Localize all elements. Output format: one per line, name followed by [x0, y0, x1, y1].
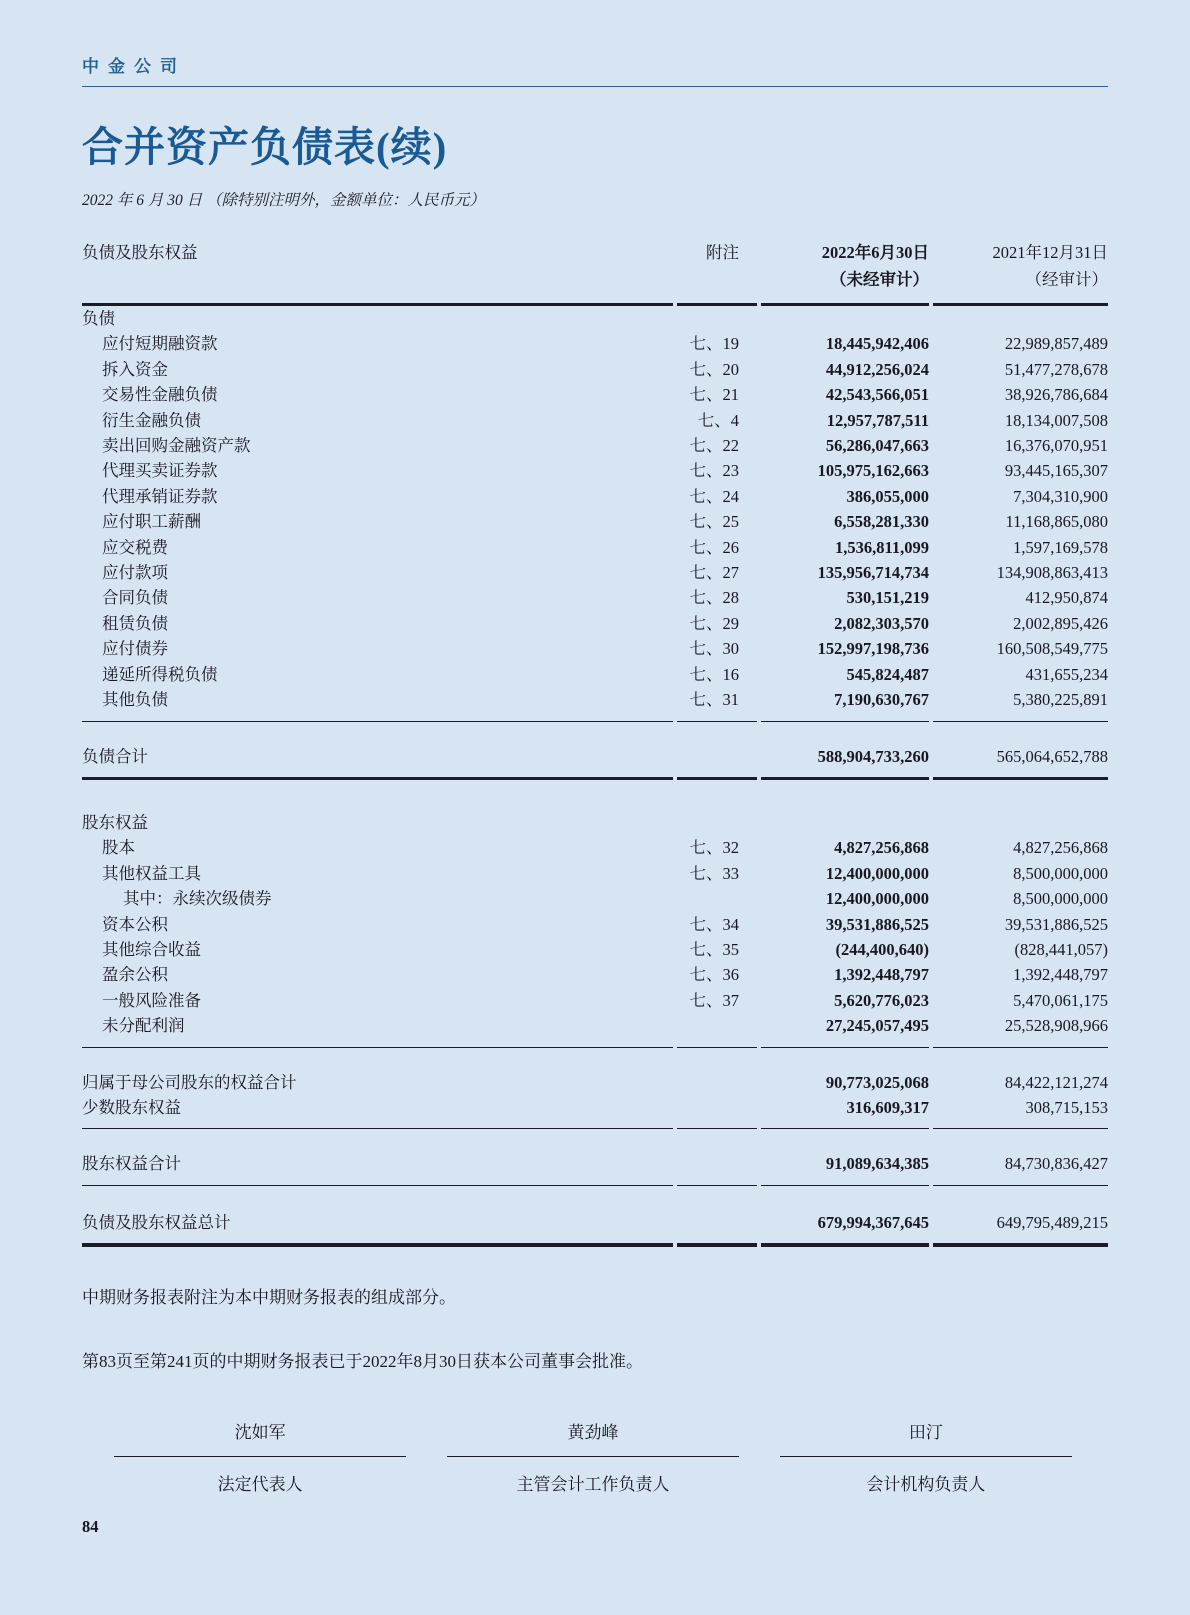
- signature-column: [780, 1418, 1072, 1495]
- row-value-2021: 160,508,549,775: [996, 639, 1108, 659]
- signatory-name: 田汀: [908, 1423, 943, 1443]
- rule-segment: [82, 1243, 673, 1247]
- signatory-role: 会计机构负责人: [866, 1475, 986, 1495]
- row-label: 负债及股东权益总计: [82, 1212, 231, 1232]
- rule-segment: [677, 1047, 757, 1048]
- table-row: [82, 962, 1108, 987]
- row-note: 七、37: [689, 990, 739, 1010]
- page-number: 84: [82, 1517, 99, 1536]
- row-value-2021: 1,597,169,578: [1013, 537, 1108, 557]
- row-note: 七、19: [689, 334, 739, 354]
- row-value-2021: 84,422,121,274: [1004, 1072, 1108, 1092]
- row-value-2022: 56,286,047,663: [825, 436, 929, 456]
- table-row: [82, 408, 1108, 433]
- rule-segment: [677, 1185, 757, 1186]
- row-value-2021: 38,926,786,684: [1004, 385, 1108, 405]
- row-note: 七、20: [689, 359, 739, 379]
- signature-line: [114, 1456, 406, 1457]
- signature-block: [82, 1418, 1108, 1495]
- row-label: 归属于母公司股东的权益合计: [82, 1072, 297, 1092]
- row-label: 代理承销证券款: [102, 486, 218, 506]
- row-value-2022: 12,957,787,511: [826, 410, 929, 430]
- row-value-2021: 84,730,836,427: [1004, 1154, 1108, 1174]
- rule-segment: [933, 721, 1108, 722]
- row-value-2022: 679,994,367,645: [817, 1212, 929, 1232]
- row-note: 七、26: [689, 537, 739, 557]
- table-row: [82, 585, 1108, 610]
- row-value-2021: 308,715,153: [1025, 1097, 1108, 1117]
- table-rule: [82, 1128, 1108, 1129]
- row-label: 应付短期融资款: [102, 334, 218, 354]
- signature-column: [447, 1418, 739, 1495]
- row-value-2021: 2,002,895,426: [1013, 613, 1108, 633]
- row-note: [677, 306, 757, 331]
- row-value-2021: 412,950,874: [1025, 588, 1108, 608]
- signatory-role: 法定代表人: [217, 1475, 303, 1495]
- row-label: 未分配利润: [102, 1016, 185, 1036]
- rule-segment: [677, 1243, 757, 1247]
- row-label: 负债: [82, 309, 115, 328]
- table-body: [82, 306, 1108, 1247]
- row-value-2021: 5,470,061,175: [1013, 990, 1108, 1010]
- row-value-2021: [933, 306, 1108, 331]
- row-value-2022: (244,400,640): [835, 939, 929, 959]
- row-value-2022: 105,975,162,663: [817, 461, 929, 481]
- row-label: 应付债券: [102, 639, 168, 659]
- row-note: 七、27: [689, 563, 739, 583]
- column-header-note: 附注: [706, 243, 739, 262]
- row-value-2022: [761, 810, 929, 835]
- rule-segment: [761, 1128, 929, 1129]
- table-rule: [82, 721, 1108, 722]
- rule-segment: [761, 1185, 929, 1186]
- table-row: [82, 744, 1108, 769]
- row-value-2021: 8,500,000,000: [1013, 863, 1108, 883]
- row-label: 卖出回购金融资产款: [102, 436, 251, 456]
- table-row: [82, 357, 1108, 382]
- signature-line: [447, 1456, 739, 1457]
- table-rule: [82, 777, 1108, 780]
- row-value-2021: 7,304,310,900: [1013, 486, 1108, 506]
- row-label: 其中：永续次级债券: [123, 889, 272, 909]
- table-row: [82, 1070, 1108, 1095]
- row-note: [677, 1210, 757, 1235]
- signatory-name: 黄劲峰: [567, 1423, 619, 1443]
- row-note: 七、29: [689, 613, 739, 633]
- row-value-2021: 1,392,448,797: [1013, 965, 1108, 985]
- row-note: [677, 810, 757, 835]
- rule-segment: [761, 1243, 929, 1247]
- signature-column: [114, 1418, 406, 1495]
- row-value-2022: 12,400,000,000: [825, 889, 929, 909]
- row-value-2022: 386,055,000: [846, 486, 929, 506]
- row-label: 合同负债: [102, 588, 168, 608]
- table-row: [82, 331, 1108, 356]
- row-value-2022: 152,997,198,736: [817, 639, 929, 659]
- row-label: 股东权益: [82, 812, 148, 832]
- table-row: [82, 1210, 1108, 1235]
- row-value-2022: 4,827,256,868: [834, 838, 929, 858]
- column-header-2022: 2022年6月30日 （未经审计）: [821, 243, 929, 289]
- row-label: 应交税费: [102, 537, 168, 557]
- row-label: 租赁负债: [102, 613, 168, 633]
- row-value-2021: 22,989,857,489: [1004, 334, 1108, 354]
- row-value-2022: 545,824,487: [846, 664, 929, 684]
- row-value-2022: 1,392,448,797: [834, 965, 929, 985]
- rule-segment: [933, 1128, 1108, 1129]
- row-value-2022: 39,531,886,525: [825, 914, 929, 934]
- table-row: [82, 912, 1108, 937]
- table-row: [82, 535, 1108, 560]
- row-label: 拆入资金: [102, 359, 168, 379]
- table-row: [82, 937, 1108, 962]
- table-row: [82, 382, 1108, 407]
- row-label: 其他负债: [102, 690, 168, 710]
- row-value-2022: 91,089,634,385: [825, 1154, 929, 1174]
- row-value-2022: 6,558,281,330: [834, 512, 929, 532]
- rule-segment: [677, 721, 757, 722]
- row-label: 盈余公积: [102, 965, 168, 985]
- row-value-2021: 565,064,652,788: [996, 746, 1108, 766]
- rule-segment: [761, 1047, 929, 1048]
- footnote-1: 中期财务报表附注为本中期财务报表的组成部分。: [82, 1288, 456, 1308]
- row-value-2021: 93,445,165,307: [1004, 461, 1108, 481]
- table-row: [82, 861, 1108, 886]
- table-spacer: [82, 780, 1108, 810]
- rule-segment: [761, 721, 929, 722]
- row-label: 负债合计: [82, 746, 148, 766]
- signatory-role: 主管会计工作负责人: [516, 1475, 670, 1495]
- company-logo-text: 中金公司: [82, 57, 186, 76]
- page-title: 合并资产负债表(续): [82, 124, 448, 170]
- row-label: 资本公积: [102, 914, 168, 934]
- table-spacer: [82, 1048, 1108, 1070]
- rule-segment: [677, 777, 757, 780]
- footnote-2: 第83页至第241页的中期财务报表已于2022年8月30日获本公司董事会批准。: [82, 1352, 643, 1372]
- table-row: [82, 484, 1108, 509]
- row-label: 股本: [102, 838, 135, 858]
- row-note: 七、33: [689, 863, 739, 883]
- section-header-row: [82, 306, 1108, 331]
- table-spacer: [82, 1129, 1108, 1151]
- row-note: [677, 1095, 757, 1120]
- table-row: [82, 509, 1108, 534]
- row-value-2022: 18,445,942,406: [825, 334, 929, 354]
- rule-segment: [933, 777, 1108, 780]
- balance-sheet-table: [82, 239, 1108, 1247]
- row-note: 七、35: [689, 939, 739, 959]
- rule-segment: [933, 1185, 1108, 1186]
- table-spacer: [82, 722, 1108, 744]
- row-label: 其他综合收益: [102, 939, 201, 959]
- rule-segment: [933, 1047, 1108, 1048]
- row-note: 七、16: [689, 664, 739, 684]
- row-label: 代理买卖证券款: [102, 461, 218, 481]
- table-row: [82, 458, 1108, 483]
- row-value-2022: 316,609,317: [846, 1097, 929, 1117]
- row-value-2021: 8,500,000,000: [1013, 889, 1108, 909]
- table-rule: [82, 1243, 1108, 1247]
- row-value-2021: 431,655,234: [1025, 664, 1108, 684]
- signatory-name: 沈如军: [234, 1423, 286, 1443]
- column-header-label: 负债及股东权益: [82, 243, 198, 262]
- table-rule: [82, 1047, 1108, 1048]
- rule-segment: [677, 1128, 757, 1129]
- row-label: 交易性金融负债: [102, 385, 218, 405]
- table-row: [82, 1151, 1108, 1176]
- table-row: [82, 1013, 1108, 1038]
- column-header-2021: 2021年12月31日 （经审计）: [992, 243, 1108, 289]
- row-value-2021: [933, 810, 1108, 835]
- table-row: [82, 886, 1108, 911]
- row-label: 其他权益工具: [102, 863, 201, 883]
- row-value-2022: 588,904,733,260: [817, 746, 929, 766]
- row-value-2021: 16,376,070,951: [1004, 436, 1108, 456]
- row-note: 七、22: [689, 436, 739, 456]
- rule-segment: [82, 777, 673, 780]
- row-value-2022: 90,773,025,068: [825, 1072, 929, 1092]
- table-spacer: [82, 1186, 1108, 1210]
- table-row: [82, 611, 1108, 636]
- row-note: [677, 886, 757, 911]
- row-note: 七、25: [689, 512, 739, 532]
- table-row: [82, 662, 1108, 687]
- row-value-2022: [761, 306, 929, 331]
- row-note: 七、36: [689, 965, 739, 985]
- row-note: [677, 744, 757, 769]
- table-row: [82, 687, 1108, 712]
- rule-segment: [82, 1185, 673, 1186]
- row-value-2022: 42,543,566,051: [825, 385, 929, 405]
- row-value-2021: 5,380,225,891: [1013, 690, 1108, 710]
- table-row: [82, 636, 1108, 661]
- page-subtitle: 2022 年 6 月 30 日 （除特别注明外，金额单位：人民币元）: [82, 192, 486, 209]
- table-row: [82, 560, 1108, 585]
- row-value-2022: 2,082,303,570: [834, 613, 929, 633]
- row-label: 应付款项: [102, 563, 168, 583]
- row-value-2021: 134,908,863,413: [996, 563, 1108, 583]
- row-value-2022: 44,912,256,024: [825, 359, 929, 379]
- row-value-2022: 135,956,714,734: [817, 563, 929, 583]
- row-label: 少数股东权益: [82, 1097, 181, 1117]
- row-value-2022: 1,536,811,099: [835, 537, 929, 557]
- row-value-2021: (828,441,057): [1014, 939, 1108, 959]
- brand-divider: [82, 86, 1108, 87]
- row-note: [677, 1070, 757, 1095]
- row-value-2022: 12,400,000,000: [825, 863, 929, 883]
- row-note: 七、30: [689, 639, 739, 659]
- row-value-2021: 51,477,278,678: [1004, 359, 1108, 379]
- row-note: 七、23: [689, 461, 739, 481]
- row-value-2021: 18,134,007,508: [1004, 410, 1108, 430]
- table-row: [82, 433, 1108, 458]
- row-value-2021: 11,168,865,080: [1005, 512, 1108, 532]
- row-note: 七、34: [689, 914, 739, 934]
- row-value-2021: 25,528,908,966: [1004, 1016, 1108, 1036]
- row-note: 七、21: [689, 385, 739, 405]
- row-label: 应付职工薪酬: [102, 512, 201, 532]
- row-note: 七、32: [689, 838, 739, 858]
- row-value-2022: 27,245,057,495: [825, 1016, 929, 1036]
- row-label: 递延所得税负债: [102, 664, 218, 684]
- table-row: [82, 835, 1108, 860]
- rule-segment: [933, 1243, 1108, 1247]
- row-value-2022: 530,151,219: [846, 588, 929, 608]
- row-note: 七、4: [697, 410, 739, 430]
- section-header-row: [82, 810, 1108, 835]
- table-row: [82, 988, 1108, 1013]
- table-row: [82, 1095, 1108, 1120]
- rule-segment: [761, 777, 929, 780]
- row-note: [677, 1013, 757, 1038]
- row-label: 股东权益合计: [82, 1154, 181, 1174]
- row-value-2021: 4,827,256,868: [1013, 838, 1108, 858]
- row-label: 一般风险准备: [102, 990, 201, 1010]
- rule-segment: [82, 1047, 673, 1048]
- row-note: 七、31: [689, 690, 739, 710]
- row-note: 七、24: [689, 486, 739, 506]
- row-label: 衍生金融负债: [102, 410, 201, 430]
- table-rule: [82, 1185, 1108, 1186]
- rule-segment: [82, 721, 673, 722]
- row-value-2021: 649,795,489,215: [996, 1212, 1108, 1232]
- rule-segment: [82, 1128, 673, 1129]
- row-value-2021: 39,531,886,525: [1004, 914, 1108, 934]
- row-note: [677, 1151, 757, 1176]
- row-value-2022: 7,190,630,767: [834, 690, 929, 710]
- table-header-row: [82, 239, 1108, 293]
- row-value-2022: 5,620,776,023: [834, 990, 929, 1010]
- signature-line: [780, 1456, 1072, 1457]
- row-note: 七、28: [689, 588, 739, 608]
